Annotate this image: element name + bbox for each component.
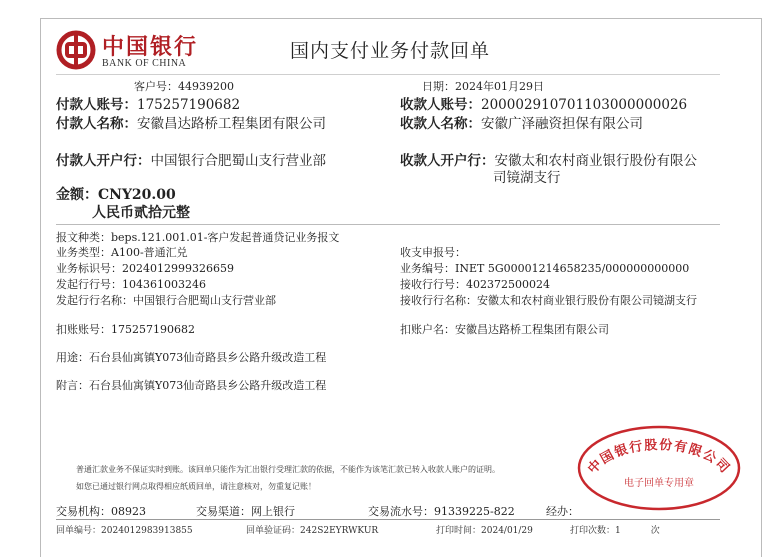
payer-account-value: 175257190682 bbox=[137, 97, 241, 113]
detail-label: 业务类型： bbox=[56, 246, 111, 259]
footer-org-value: 08923 bbox=[111, 505, 146, 518]
detail-label: 业务编号： bbox=[400, 262, 455, 275]
footer-print-count-label: 打印次数： bbox=[570, 526, 616, 536]
bank-name-cn: 中国银行 bbox=[102, 34, 199, 60]
debit-account bbox=[56, 321, 195, 337]
footer-channel-value: 网上银行 bbox=[251, 505, 295, 518]
payer-name bbox=[56, 112, 326, 132]
footer-verify-value: 242S2EYRWKUR bbox=[300, 526, 379, 536]
detail-originating-bank-no bbox=[56, 276, 206, 292]
payer-account bbox=[56, 93, 240, 113]
date-label: 日期： bbox=[422, 80, 455, 93]
postscript-label: 附言： bbox=[56, 379, 89, 392]
stamp-center-text: 电子回单专用章 bbox=[624, 478, 694, 489]
debit-account-value: 175257190682 bbox=[111, 323, 195, 336]
detail-value: 2024012999326659 bbox=[122, 262, 234, 275]
footer-print-count bbox=[570, 523, 660, 536]
footer-verify-label: 回单验证码： bbox=[246, 526, 301, 536]
debit-name-value: 安徽昌达路桥工程集团有限公司 bbox=[455, 323, 609, 336]
payee-name bbox=[400, 112, 643, 132]
postscript-value: 石台县仙寓镇Y073仙奇路县乡公路升级改造工程 bbox=[89, 379, 327, 392]
detail-label: 接收行行号： bbox=[400, 278, 466, 291]
detail-declaration-no bbox=[400, 244, 466, 260]
stamp-ring-text: 中国银行股份有限公司 bbox=[585, 437, 733, 478]
detail-value: 安徽太和农村商业银行股份有限公司镜湖支行 bbox=[477, 294, 697, 307]
customer-no-label: 客户号： bbox=[134, 80, 178, 93]
payer-name-label: 付款人名称： bbox=[56, 116, 137, 132]
detail-originating-bank-name bbox=[56, 292, 276, 308]
detail-label: 发起行行号： bbox=[56, 278, 122, 291]
detail-label: 报文种类： bbox=[56, 231, 111, 244]
footer-handler bbox=[546, 503, 579, 519]
detail-label: 业务标识号： bbox=[56, 262, 122, 275]
amount-in-words: 人民币贰拾元整 bbox=[92, 205, 190, 221]
date-value: 2024年01月29日 bbox=[455, 80, 544, 93]
footer-receipt-no-value: 2024012983913855 bbox=[101, 526, 193, 536]
footer-receipt-no bbox=[56, 523, 193, 536]
footer-handler-label: 经办： bbox=[546, 505, 579, 518]
notice-line-2: 如您已通过银行网点取得相应纸质回单，请注意核对，勿重复记账！ bbox=[76, 482, 316, 491]
footer-org bbox=[56, 503, 146, 519]
payee-bank-label: 收款人开户行： bbox=[400, 153, 495, 169]
section-divider bbox=[56, 224, 720, 225]
debit-name bbox=[400, 321, 609, 337]
purpose bbox=[56, 349, 326, 365]
amount-label: 金额： bbox=[56, 187, 98, 203]
footer-print-count-value: 1 bbox=[615, 526, 621, 536]
payee-account-value: 200002910701103000000026 bbox=[481, 97, 688, 113]
amount bbox=[56, 184, 176, 204]
customer-no bbox=[134, 78, 234, 94]
footer-serial-label: 交易流水号： bbox=[368, 505, 434, 518]
detail-receiving-bank-name bbox=[400, 292, 697, 308]
amount-value: CNY20.00 bbox=[98, 187, 176, 203]
bank-of-china-logo-icon bbox=[56, 30, 96, 70]
detail-business-id bbox=[56, 260, 234, 276]
electronic-receipt-stamp-icon bbox=[576, 425, 742, 511]
payee-account-label: 收款人账号： bbox=[400, 97, 481, 113]
detail-value: 402372500024 bbox=[466, 278, 550, 291]
footer-channel-label: 交易渠道： bbox=[196, 505, 251, 518]
debit-account-label: 扣账账号： bbox=[56, 323, 111, 336]
footer-print-time bbox=[436, 523, 533, 536]
detail-business-no bbox=[400, 260, 689, 276]
payer-bank-label: 付款人开户行： bbox=[56, 153, 151, 169]
receipt-date bbox=[422, 78, 544, 94]
header-divider bbox=[56, 74, 720, 75]
detail-label: 收支申报号： bbox=[400, 246, 466, 259]
footer-print-time-label: 打印时间： bbox=[436, 526, 482, 536]
payee-bank-value-line1: 安徽太和农村商业银行股份有限公 bbox=[494, 153, 697, 169]
payer-name-value: 安徽昌达路桥工程集团有限公司 bbox=[137, 116, 326, 132]
detail-label: 发起行行名称： bbox=[56, 294, 133, 307]
postscript bbox=[56, 377, 326, 393]
page-title: 国内支付业务付款回单 bbox=[290, 40, 491, 62]
notice-line-1: 普通汇款业务不保证实时到账。该回单只能作为汇出银行受理汇款的依据，不能作为该笔汇款已转入收款人账户的证明。 bbox=[76, 465, 500, 474]
detail-value: INET 5G00001214658235/000000000000 bbox=[455, 262, 690, 275]
purpose-value: 石台县仙寓镇Y073仙奇路县乡公路升级改造工程 bbox=[89, 351, 327, 364]
debit-name-label: 扣账户名： bbox=[400, 323, 455, 336]
footer-channel bbox=[196, 503, 295, 519]
footer-verify bbox=[246, 523, 378, 536]
payer-bank bbox=[56, 149, 326, 169]
payee-name-label: 收款人名称： bbox=[400, 116, 481, 132]
footer-receipt-no-label: 回单编号： bbox=[56, 526, 102, 536]
footer-print-time-value: 2024/01/29 bbox=[481, 526, 533, 536]
svg-text:中国银行股份有限公司 bbox=[585, 437, 734, 477]
payer-bank-value: 中国银行合肥蜀山支行营业部 bbox=[150, 153, 326, 169]
footer-print-count-unit: 次 bbox=[650, 526, 660, 536]
footer-divider bbox=[56, 519, 720, 520]
footer-serial bbox=[368, 503, 515, 519]
bank-name-en: BANK OF CHINA bbox=[102, 58, 187, 69]
detail-label: 接收行行名称： bbox=[400, 294, 477, 307]
payee-bank-value-line2: 司镜湖支行 bbox=[493, 170, 561, 186]
detail-business-type bbox=[56, 244, 188, 260]
detail-value: 中国银行合肥蜀山支行营业部 bbox=[133, 294, 276, 307]
customer-no-value: 44939200 bbox=[178, 80, 234, 93]
detail-value: beps.121.001.01-客户发起普通贷记业务报文 bbox=[111, 231, 340, 244]
detail-message-type bbox=[56, 229, 339, 245]
detail-receiving-bank-no bbox=[400, 276, 550, 292]
purpose-label: 用途： bbox=[56, 351, 89, 364]
detail-value: A100-普通汇兑 bbox=[111, 246, 188, 259]
detail-value: 104361003246 bbox=[122, 278, 206, 291]
payer-account-label: 付款人账号： bbox=[56, 97, 137, 113]
payee-name-value: 安徽广泽融资担保有限公司 bbox=[481, 116, 643, 132]
footer-org-label: 交易机构： bbox=[56, 505, 111, 518]
payee-account bbox=[400, 93, 687, 113]
footer-serial-value: 91339225-822 bbox=[434, 505, 515, 518]
